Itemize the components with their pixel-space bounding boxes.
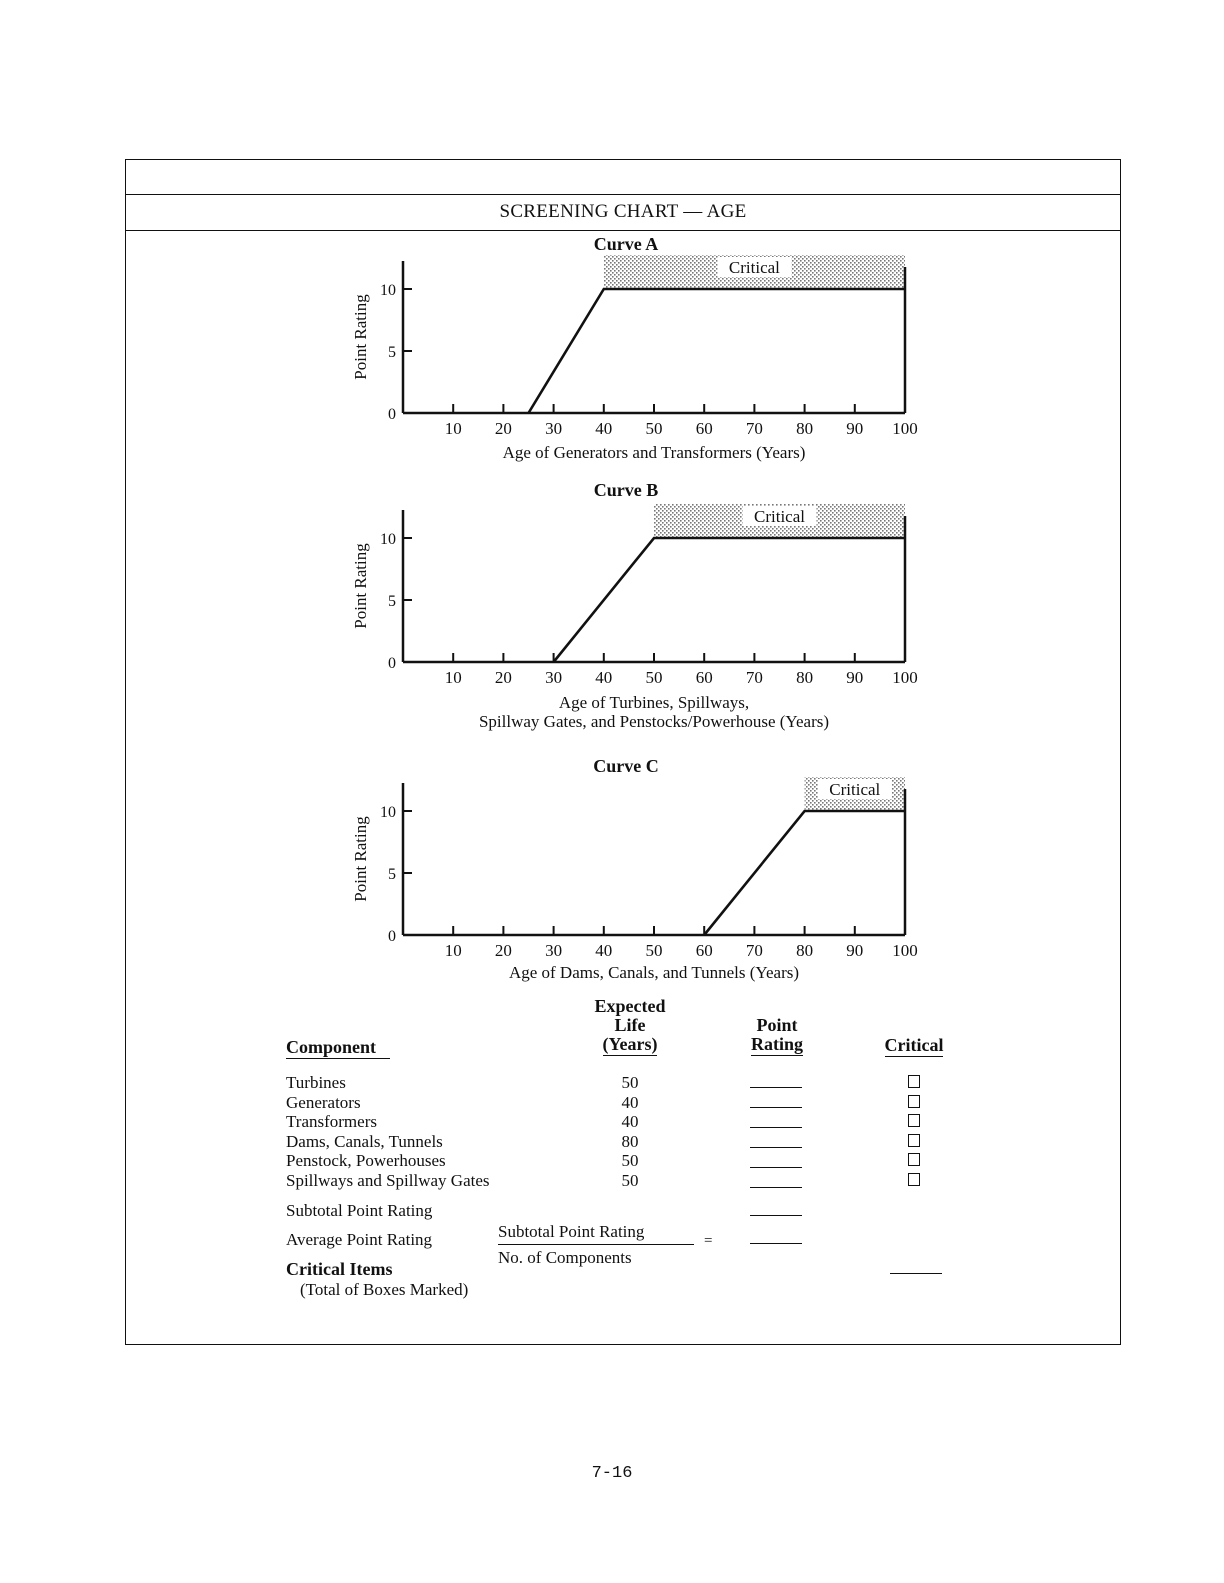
x-tick-label: 40 [595, 941, 613, 960]
component-name: Spillways and Spillway Gates [286, 1170, 490, 1190]
series-line [704, 811, 905, 935]
x-tick-label: 60 [695, 668, 713, 687]
x-axis-label: Age of Dams, Canals, and Tunnels (Years) [508, 963, 800, 982]
page-number: 7-16 [591, 1464, 633, 1483]
x-tick-label: 60 [695, 941, 713, 960]
x-tick-label: 80 [796, 419, 814, 438]
y-tick-label: 5 [388, 866, 396, 883]
y-tick-label: 10 [380, 531, 396, 548]
x-tick-label: 20 [494, 419, 512, 438]
critical-checkbox[interactable] [908, 1134, 920, 1147]
y-tick-label: 10 [380, 282, 396, 299]
x-tick-label: 70 [745, 419, 763, 438]
critical-items-note: (Total of Boxes Marked) [300, 1280, 469, 1299]
y-tick-label: 5 [388, 344, 396, 361]
point-rating-blank[interactable] [750, 1147, 802, 1148]
point-rating-blank[interactable] [750, 1107, 802, 1108]
subtotal-blank[interactable] [750, 1215, 802, 1216]
critical-checkbox[interactable] [908, 1095, 920, 1108]
component-header [286, 1038, 390, 1059]
fraction-numerator: Subtotal Point Rating [498, 1222, 694, 1245]
x-tick-label: 60 [695, 419, 713, 438]
chart-2 [351, 480, 918, 731]
point-rating-header [737, 1016, 817, 1056]
expected-life-value: 80 [621, 1131, 639, 1151]
component-name: Transformers [286, 1112, 377, 1131]
component-name: Turbines [286, 1073, 346, 1092]
critical-checkbox[interactable] [908, 1075, 920, 1088]
chart-title: SCREENING CHART — AGE [499, 201, 747, 222]
x-axis-label-line1: Age of Turbines, Spillways, [558, 693, 750, 712]
x-axis-label-line2: Spillway Gates, and Penstocks/Powerhouse (Years) [478, 712, 830, 731]
point-rating-blank[interactable] [750, 1187, 802, 1188]
x-tick-label: 20 [494, 668, 512, 687]
expected-life-header-line1: Expected [594, 996, 666, 1016]
x-tick-label: 30 [545, 941, 563, 960]
critical-label: Critical [754, 507, 805, 526]
expected-life-value: 50 [621, 1073, 639, 1092]
critical-label: Critical [728, 258, 780, 277]
expected-life-value: 40 [621, 1092, 639, 1112]
x-tick-label: 70 [745, 941, 763, 960]
x-tick-label: 100 [892, 419, 918, 438]
x-axis-label: Age of Generators and Transformers (Years) [502, 443, 806, 462]
component-header-label: Component [286, 1038, 390, 1059]
expected-life-value: 50 [621, 1170, 639, 1190]
chart-3 [351, 756, 918, 982]
point-rating-header-line2: Rating [750, 1034, 803, 1054]
y-axis-label: Point Rating [351, 543, 370, 629]
y-tick-label: 10 [380, 804, 396, 821]
x-tick-label: 40 [595, 419, 613, 438]
x-tick-label: 100 [892, 668, 918, 687]
chart-title: Curve B [593, 480, 659, 500]
x-tick-label: 80 [796, 941, 814, 960]
x-tick-label: 10 [444, 941, 462, 960]
y-tick-label: 0 [388, 655, 396, 672]
critical-checkbox[interactable] [908, 1173, 920, 1186]
expected-life-header [580, 997, 680, 1056]
x-tick-label: 80 [796, 668, 814, 687]
y-tick-label: 0 [388, 406, 396, 423]
x-tick-label: 90 [846, 419, 864, 438]
critical-label: Critical [829, 780, 881, 799]
x-tick-label: 100 [892, 941, 918, 960]
y-axis-label: Point Rating [351, 294, 370, 380]
critical-items-label: Critical Items [286, 1259, 393, 1279]
x-tick-label: 50 [645, 668, 663, 687]
point-rating-blank[interactable] [750, 1127, 802, 1128]
point-rating-header-line1: Point [756, 1015, 798, 1035]
critical-header [872, 1036, 956, 1057]
point-rating-blank[interactable] [750, 1167, 802, 1168]
x-tick-label: 20 [494, 941, 512, 960]
x-tick-label: 10 [444, 668, 462, 687]
critical-checkbox[interactable] [908, 1114, 920, 1127]
subtotal-label: Subtotal Point Rating [286, 1201, 433, 1220]
x-tick-label: 50 [645, 419, 663, 438]
x-tick-label: 70 [745, 668, 763, 687]
expected-life-header-line3: (Years) [602, 1034, 658, 1054]
x-tick-label: 90 [846, 941, 864, 960]
expected-life-value: 50 [621, 1151, 639, 1170]
fraction-denominator: No. of Components [498, 1248, 632, 1267]
component-name: Penstock, Powerhouses [286, 1151, 446, 1170]
series-line [554, 538, 905, 662]
chart-1 [351, 234, 918, 462]
series-line [529, 289, 906, 413]
average-blank[interactable] [750, 1243, 802, 1244]
critical-checkbox[interactable] [908, 1153, 920, 1166]
x-tick-label: 30 [545, 419, 563, 438]
component-name: Dams, Canals, Tunnels [286, 1131, 443, 1151]
point-rating-blank[interactable] [750, 1087, 802, 1088]
y-tick-label: 0 [388, 928, 396, 945]
x-tick-label: 10 [444, 419, 462, 438]
y-axis-label: Point Rating [351, 816, 370, 902]
y-tick-label: 5 [388, 593, 396, 610]
x-tick-label: 30 [545, 668, 563, 687]
chart-title: Curve A [593, 234, 659, 254]
x-tick-label: 40 [595, 668, 613, 687]
x-tick-label: 90 [846, 668, 864, 687]
expected-life-value: 40 [621, 1112, 639, 1131]
component-name: Generators [286, 1092, 361, 1112]
equals-sign: = [704, 1233, 713, 1249]
chart-title: Curve C [593, 756, 659, 776]
critical-header-label: Critical [884, 1035, 944, 1055]
critical-items-blank[interactable] [890, 1273, 942, 1274]
expected-life-header-line2: Life [614, 1015, 646, 1035]
x-tick-label: 50 [645, 941, 663, 960]
average-label: Average Point Rating [286, 1230, 433, 1249]
